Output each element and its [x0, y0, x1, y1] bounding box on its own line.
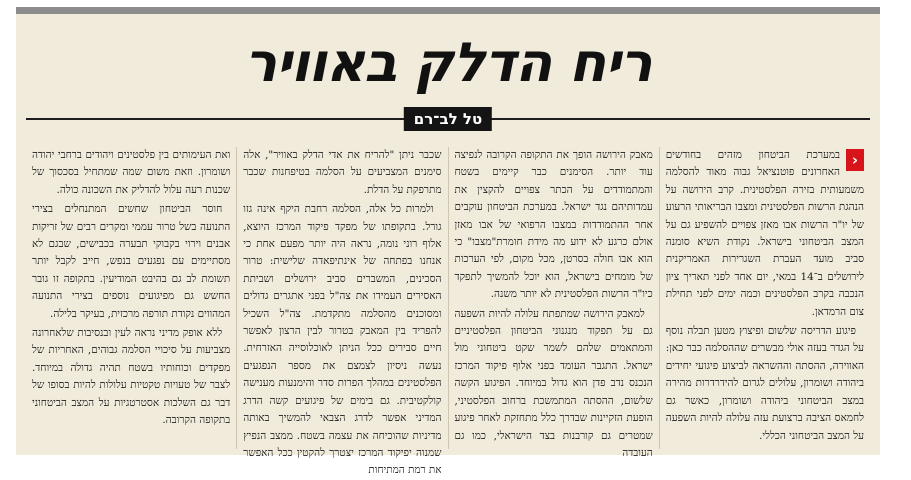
article-headline: ריח הדלק באוויר	[244, 31, 652, 94]
text-column-2	[448, 147, 659, 459]
paragraph: מאבק הירושה הופך את התקופה הקרובה לנפיצה עוד יותר. הסימנים כבר קיימים בשטח והמתמודדים על הכתר צפויים להקצין את עמדותיהם נגד ישראל. במערכת הביטחון עוקבים אחר ההתמודדות במצבו הרפואי של אבו מאזן אולם כרגע לא ידוע מה מידת חומרת"מצבו" כי הוא אבו חולה בסרטן, מכל מקום, לפי הערכות של מומחים בישראל, הוא יוכל להמשיך לתפקד כיו"ר הרשות הפלסטינית לא יותר משנה.	[454, 149, 653, 301]
newspaper-page	[16, 7, 880, 477]
text-column-3	[236, 147, 447, 477]
paragraph: למאבק הירושה שמתפתח עלולה להיות השפעה גם על תפקוד מנגנוני הביטחון הפלסטיניים והמתאמים שלהם לשמר שקט ביטחוני מול ישראל. התגבר העומד בפני אלוף פיקוד המרכז הנכנס נדב פדן הוא גדול במיוחד. הפיגוע הקשה שלשום, ההסתה המתמשכת ברחוב הפלסטיני, הופעת הזקיינות שבדרך כלל מתחזקת לאחר פיגוע שמטרים גם קורבנות בצד הישראלי, כמו גם העובדה	[454, 307, 653, 459]
top-rule	[16, 7, 880, 14]
paragraph: פיגוע הדריסה שלשום ופיצוץ מטען תבלה נוסף על הגדר בעזה אולי מבשרים שההסלמה כבר כאן: האווירה, ההסתה וההשראה לביצוע פיגועי יחידים ביהודה ושומרון, עלולים לגרום להידרדרות מהירה במצב הביטחוני ביהודה ושומרון, כאשר גם לחמאס הציבה ברצועת עזה עלולה להיות השפעה על המצב הביטחוני הכללי.	[665, 325, 864, 442]
paragraph: ולמרות כל אלה, הסלמה רחבת היקף אינה גזו גורל. בתקופתו של מפקד פיקוד המרכז היוצא, אלוף רוני נומה, נראה היה יותר מפעם אחת כי אנחנו בפתחה של אינתיפאדה שלישית: טרור הסכינים, המשברים סביב ירושלים ושביתת האסירים העמידו את צה"ל בפני אתגרים גדולים ומסוכנים מהסלמה מתקדמת. צה"ל השכיל להפריד בין המאבק בטרור לבין הרצון לאפשר חיים סבירים ככל הניתן לאוכלוסייה האזרחית. נעשה ניסיון לצמצם את מספר הנפגעים הפלסטינים במהלך הפרות סדר והימנעות מענישה קולקטיבית. גם בימים של פיגועים קשה הדרג המדיני אפשר לדרג הצבאי להמשיך באותה מדיניות שהוכיחה את עצמה בשטח. ממצב הנפיץ שמנוה יפיקוד המרכז יצטרך להקטין ככל האפשר את רמת המתיחות	[243, 203, 442, 477]
chevron-left-icon: ‹	[846, 149, 864, 171]
paragraph: חוסר הביטחון שחשים המתנחלים בצירי התנועה בשל טרור עממי ומקרים רבים של זריקות אבנים וירוי בקבוקי תבערה בכבישים, שבגם לא מסתיימים עם נפגעים בנפש, חייב לקבל יותר תשומת לב גם בהיבט המודיעין. בתקופה זו גובר החשש גם מפיגועים נוספים בצירי התנועה המהווים נקודת תורפה מרכזית, בעיקר בלילה.	[32, 203, 231, 320]
paragraph: ללא אופק מדיני נראה לעין ובנסיבות שלאחרונה מצביעות על סיכויי הסלמה גבוהים, האחריות של מפקדים וכוחותיו בשטח תהיה גדולה במיוחד. לצבר של טעויות טקטיות עלולות להיות בסופו של דבר גם השלכות אסטרטגיות על המצב הביטחוני בתקופה הקרובה.	[32, 327, 231, 427]
author-byline: טל לב־רם	[404, 107, 492, 131]
text-column-4	[26, 147, 236, 449]
article-body	[26, 147, 870, 477]
paragraph: שכבר ניתן "להריח את אדי הדלק באוויר", אלה סימנים המצביעים על הסלמה בטיפחנות שכבר מתרפקת על הדלת.	[243, 149, 442, 196]
paragraph: ואת העימותים בין פלסטינים ויהודים ברחבי יהודה ושומרון. וזאת משום שמה שמתחיל בסכסוך של שכנות רעה עלול להדליק את השכונה כולה.	[32, 149, 231, 196]
text-column-1	[659, 147, 870, 449]
paragraph: במערכת הביטחון מזהים בחודשים האחרונים פוטנציאל גבוה מאוד להסלמה משמעותית בזירה הפלסטינית. קרב הירושה על הנהגת הרשות הפלסטינית ומצבו הבריאותי הרעוע של יו"ר הרשות אבו מאזן צפויים להשפיע גם על המצב הביטחוני בישראל. נקודת השיא סומנה סביב מועד העברת השגרירות האמריקנית לירושלים ב־14 במאי, יום אחד לפני תאריך ציון הנכבה בקרב הפלסטינים וכמה ימים לפני תחילת צום הרמדאן.	[665, 149, 864, 318]
byline-band	[16, 107, 880, 131]
